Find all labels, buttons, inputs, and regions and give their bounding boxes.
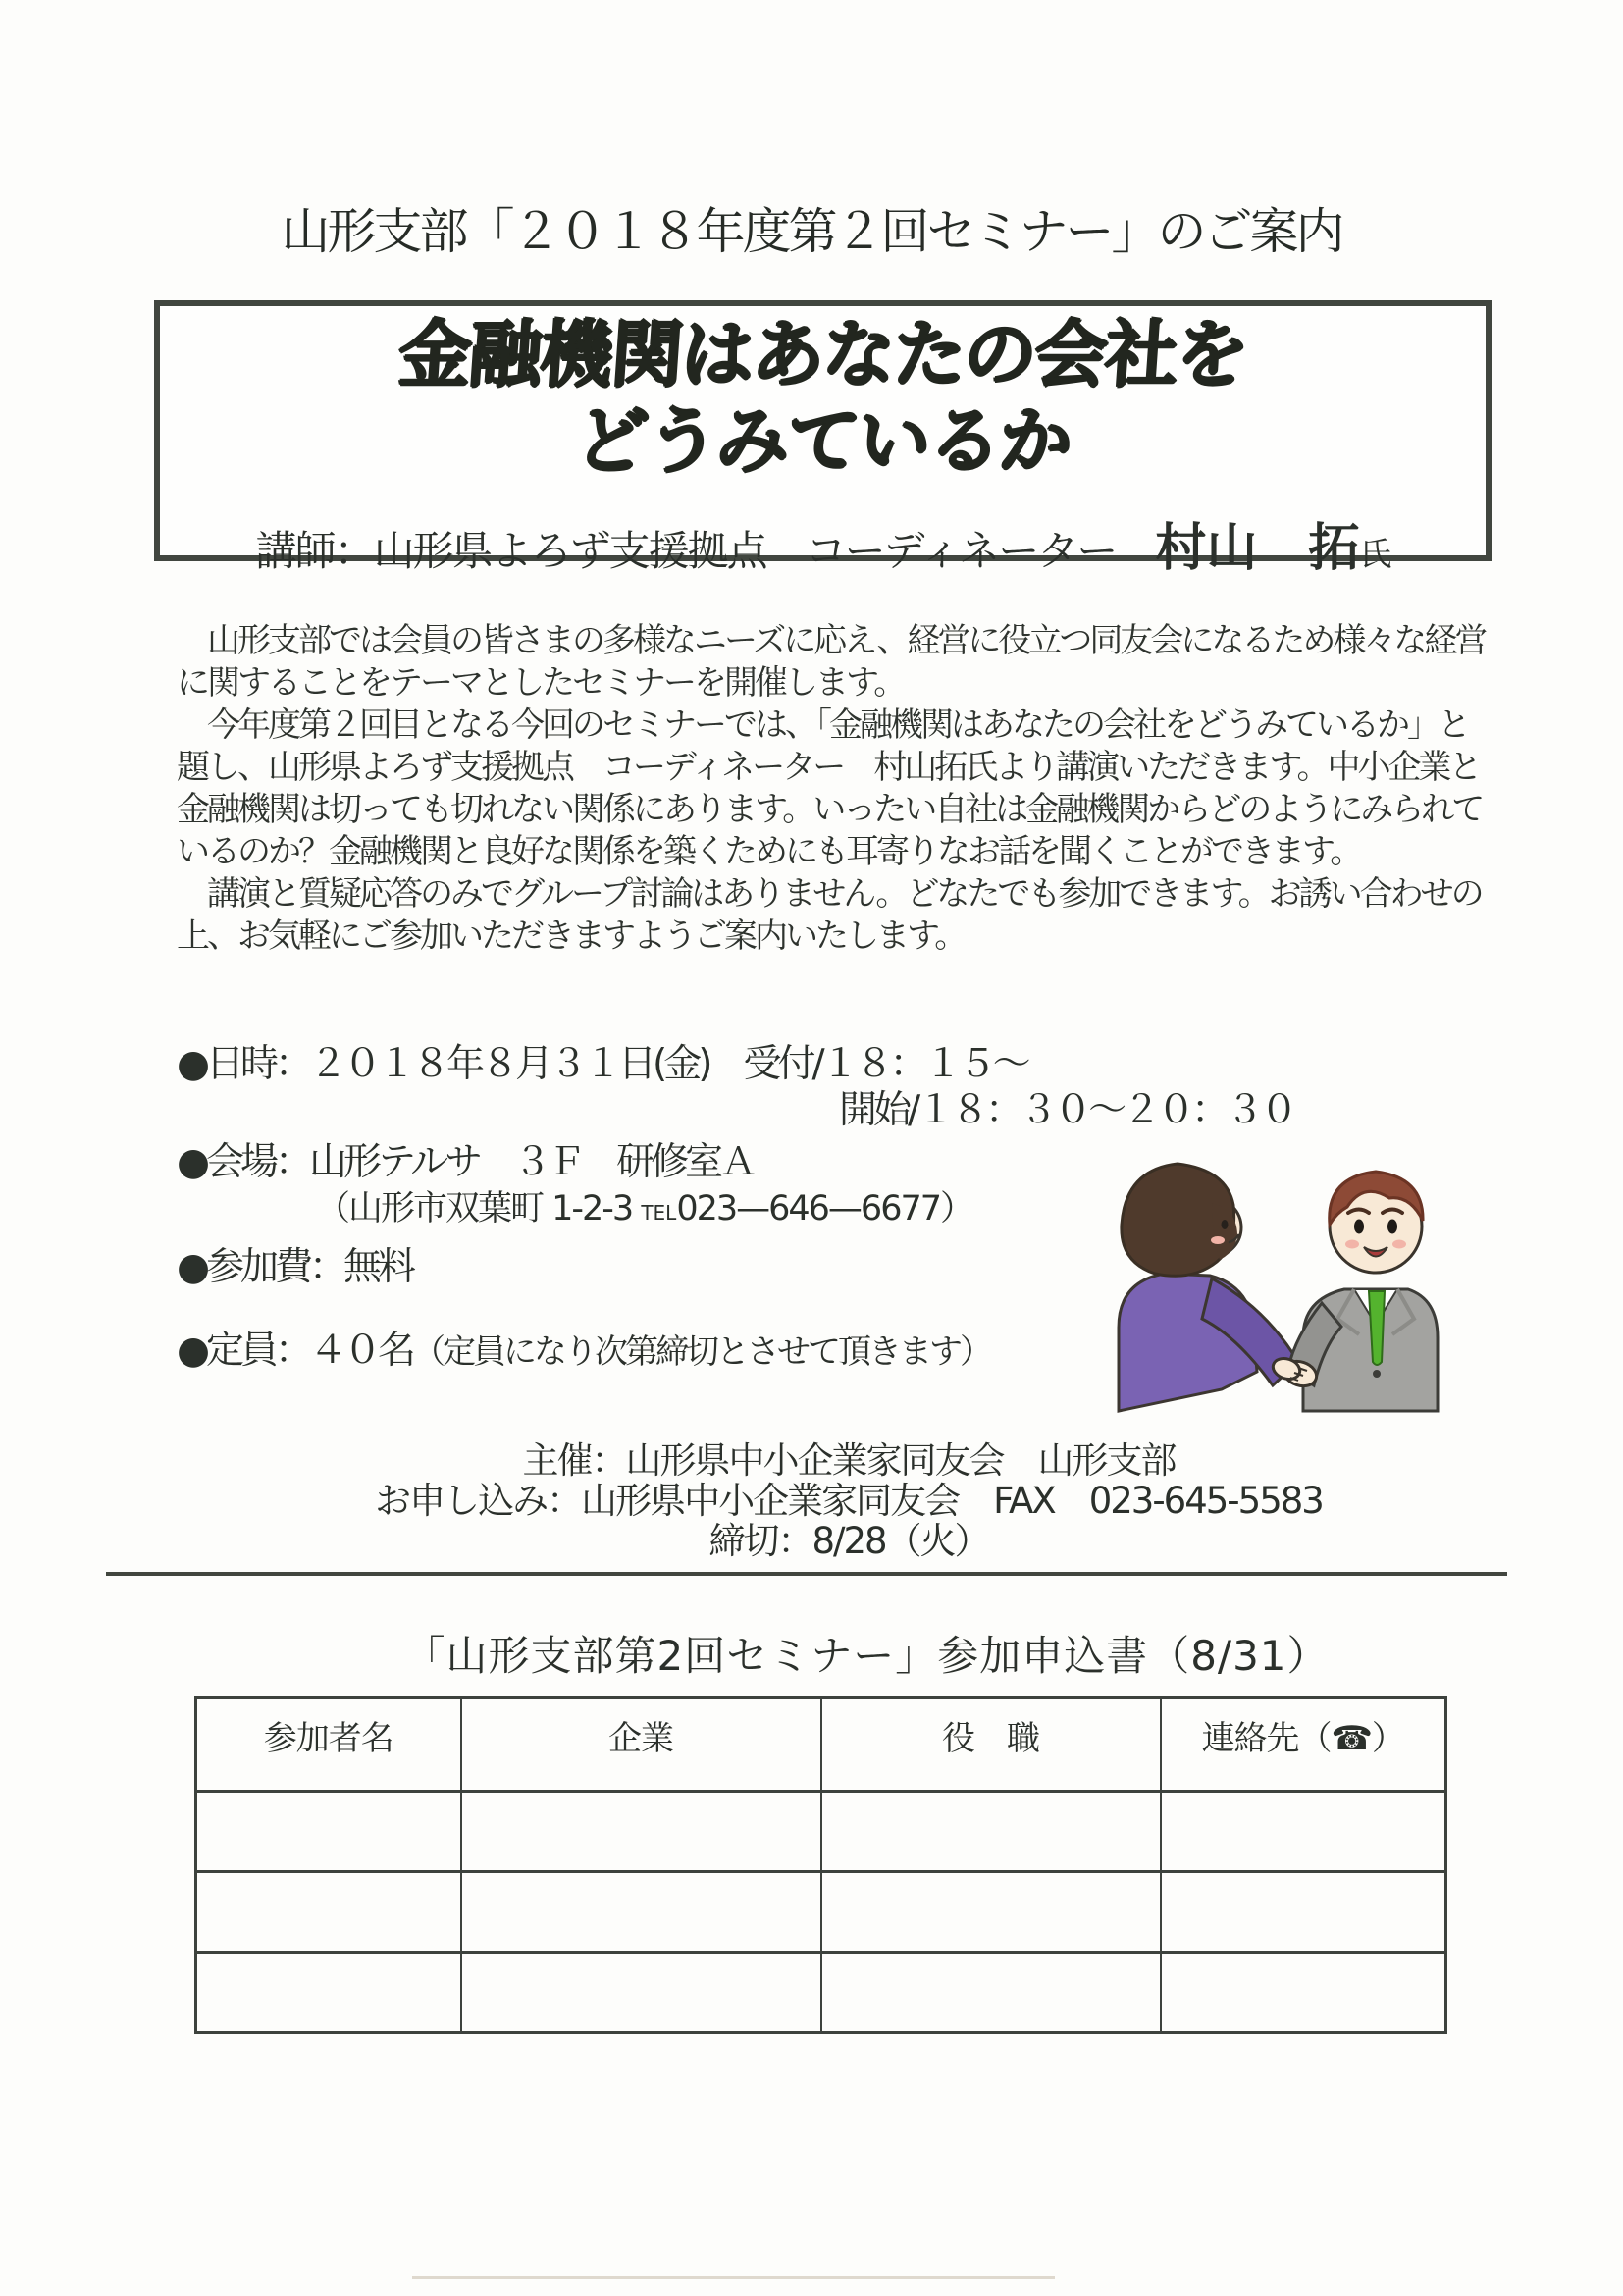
doc-heading: 山形支部「２０１８年度第２回セミナー」のご案内 (281, 203, 1342, 260)
lecturer-name: 村山 拓 (1155, 519, 1360, 578)
seminar-title-line1: 金融機関はあなたの会社を (395, 313, 1250, 397)
intro-line: 山形支部では会員の皆さまの多様なニーズに応え、経営に役立つ同友会になるため様々な経営 (177, 621, 1486, 660)
header-company: 企業 (461, 1698, 821, 1792)
form-title: 「山形支部第2回セミナー」参加申込書（8/31） (403, 1632, 1330, 1680)
apply-line: お申し込み：山形県中小企業家同友会 FAX 023-645-5583 (375, 1480, 1323, 1522)
address-text: （山形市双葉町 1-2-3 (316, 1189, 642, 1228)
table-cell (821, 1872, 1161, 1953)
table-cell (461, 1953, 821, 2033)
capacity-line (177, 1320, 990, 1375)
venue-line: ●会場：山形テルサ ３Ｆ 研修室Ａ (177, 1140, 755, 1184)
intro-line: いるのか？金融機関と良好な関係を築くためにも耳寄りなお話を聞くことができます。 (177, 832, 1361, 871)
tel-label: TEL (641, 1201, 677, 1225)
left-person (1119, 1164, 1298, 1411)
table-cell (461, 1792, 821, 1872)
scan-artifact-line (412, 2276, 1055, 2279)
table-row (196, 1953, 1446, 2033)
capacity-note: （定員になり次第締切とさせて頂きます） (412, 1332, 991, 1372)
intro-line: 講演と質疑応答のみでグループ討論はありません。どなたでも参加できます。お誘い合わせの (177, 874, 1482, 913)
table-row (196, 1872, 1446, 1953)
intro-line: 上、お気軽にご参加いただきますようご案内いたします。 (177, 916, 966, 956)
lecturer-prefix: 講師：山形県よろず支援拠点 コーディネーター (255, 527, 1156, 575)
table-cell (196, 1792, 461, 1872)
signup-table (194, 1696, 1447, 2034)
deadline-line: 締切：8/28（火） (708, 1520, 989, 1562)
fee-line: ●参加費：無料 (177, 1245, 413, 1289)
table-cell (1161, 1872, 1446, 1953)
table-cell (196, 1953, 461, 2033)
capacity-main: ●定員：４０名 (177, 1329, 413, 1373)
table-cell (1161, 1953, 1446, 2033)
start-time-line: 開始/１８：３０～２０：３０ (839, 1088, 1295, 1132)
table-cell (821, 1953, 1161, 2033)
venue-address-line (316, 1181, 972, 1230)
section-divider (106, 1572, 1507, 1576)
seminar-title-line2: どうみているか (572, 399, 1073, 484)
lecturer-line (160, 506, 1486, 580)
table-cell (461, 1872, 821, 1953)
table-header-row (196, 1698, 1446, 1792)
intro-paragraph (177, 620, 1511, 958)
header-position: 役 職 (821, 1698, 1161, 1792)
handshake-illustration (1065, 1126, 1447, 1413)
header-participant-name: 参加者名 (196, 1698, 461, 1792)
table-cell (1161, 1792, 1446, 1872)
host-line: 主催：山形県中小企業家同友会 山形支部 (522, 1439, 1176, 1482)
tel-number: 023—646—6677） (676, 1189, 973, 1228)
table-cell (821, 1792, 1161, 1872)
lecturer-suffix: 氏 (1359, 535, 1390, 573)
seminar-title-box (154, 300, 1492, 578)
intro-line: 題し、山形県よろず支援拠点 コーディネーター 村山拓氏より講演いただきます。中小企業と (177, 748, 1480, 787)
intro-line: に関することをテーマとしたセミナーを開催します。 (177, 663, 905, 703)
table-cell (196, 1872, 461, 1953)
table-row (196, 1792, 1446, 1872)
intro-line: 今年度第２回目となる今回のセミナーでは、「金融機関はあなたの会社をどうみているか」と (177, 705, 1468, 745)
header-contact-phone: 連絡先（☎） (1161, 1698, 1446, 1792)
intro-line: 金融機関は切っても切れない関係にあります。いったい自社は金融機関からどのようにみられて (177, 790, 1483, 829)
datetime-line: ●日時：２０１８年８月３１日(金) 受付/１８：１５～ (177, 1042, 1027, 1086)
